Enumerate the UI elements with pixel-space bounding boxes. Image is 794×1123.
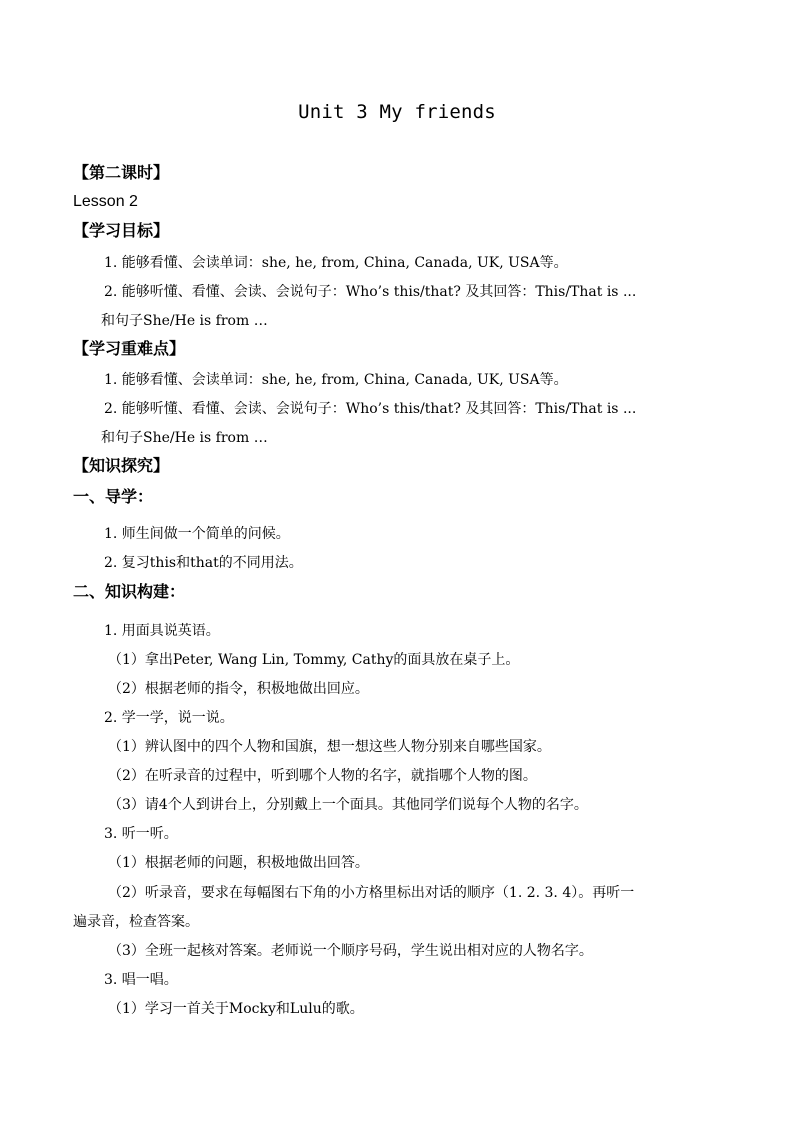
section-2-item: （2）听录音，要求在每幅图右下角的小方格里标出对话的顺序（1. 2. 3. 4）。再听一 [108, 885, 635, 901]
section-2-item: 1. 用面具说英语。 [104, 623, 220, 639]
objective-item: 1. 能够看懂、会读单词：she, he, from, China, Canada, UK, USA等。 [104, 255, 568, 271]
key-point-item: 1. 能够看懂、会读单词：she, he, from, China, Canada, UK, USA等。 [104, 372, 568, 388]
section-2-item: （2）在听录音的过程中，听到哪个人物的名字，就指哪个人物的图。 [108, 768, 537, 784]
section-2-item: （1）拿出Peter, Wang Lin, Tommy, Cathy的面具放在桌子上。 [108, 652, 520, 668]
section-2-heading: 二、知识构建： [73, 582, 186, 601]
document-title: Unit 3 My friends [298, 101, 496, 123]
section-2-item: （1）辨认图中的四个人物和国旗，想一想这些人物分别来自哪些国家。 [108, 739, 551, 755]
section-2-item: （1）根据老师的问题，积极地做出回答。 [108, 855, 369, 871]
lesson-label: Lesson 2 [73, 193, 138, 210]
section-2-item: 3. 听一听。 [104, 826, 178, 842]
section-2-item: （1）学习一首关于Mocky和Lulu的歌。 [108, 1001, 364, 1017]
objective-item: 和句子She/He is from … [101, 313, 268, 329]
section-2-item: 3. 唱一唱。 [104, 972, 178, 988]
key-points-heading: 【学习重难点】 [73, 339, 186, 358]
section-1-item: 2. 复习this和that的不同用法。 [104, 555, 303, 571]
section-2-item: 遍录音，检查答案。 [73, 914, 199, 930]
key-point-item: 2. 能够听懂、看懂、会读、会说句子：Who’s this/that? 及其回答：This/That is ... [104, 401, 637, 417]
objectives-heading: 【学习目标】 [73, 221, 170, 240]
section-1-item: 1. 师生间做一个简单的问候。 [104, 526, 290, 542]
section-2-item: （3）全班一起核对答案。老师说一个顺序号码，学生说出相对应的人物名字。 [108, 943, 593, 959]
section-2-item: 2. 学一学，说一说。 [104, 710, 234, 726]
section-2-item: （3）请4个人到讲台上，分别戴上一个面具。其他同学们说每个人物的名字。 [108, 797, 588, 813]
period-heading: 【第二课时】 [73, 163, 170, 182]
section-1-heading: 一、导学： [73, 487, 154, 506]
objective-item: 2. 能够听懂、看懂、会读、会说句子：Who’s this/that? 及其回答：This/That is ... [104, 284, 637, 300]
section-2-item: （2）根据老师的指令，积极地做出回应。 [108, 681, 369, 697]
explore-heading: 【知识探究】 [73, 456, 170, 475]
key-point-item: 和句子She/He is from … [101, 430, 268, 446]
